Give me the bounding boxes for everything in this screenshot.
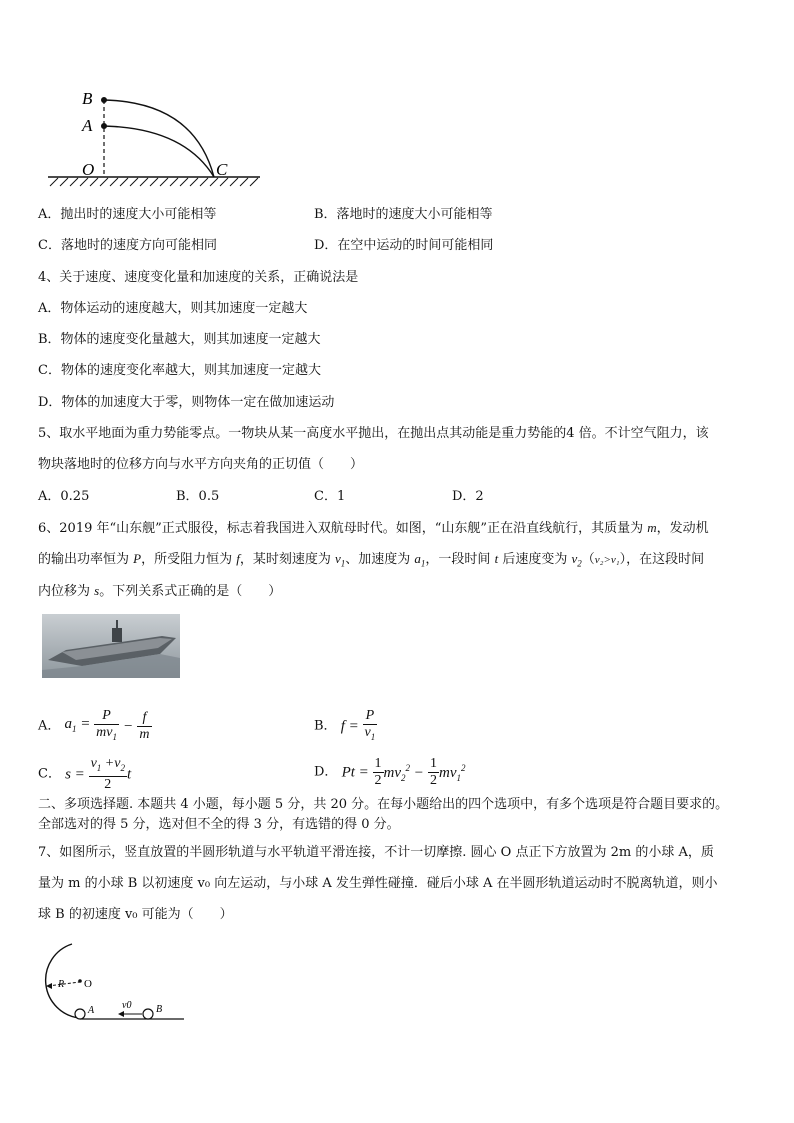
q4-stem: 4、关于速度、速度变化量和加速度的关系，正确说法是 bbox=[38, 270, 359, 285]
q5-line2: 物块落地时的位移方向与水平方向夹角的正切值（ ） bbox=[38, 457, 364, 472]
q5-line1: 5、取水平地面为重力势能零点。一物块从某一高度水平抛出，在抛出点其动能是重力势能的4 倍。不计空气阻力，该 bbox=[38, 426, 709, 441]
q6-option-b bbox=[314, 708, 377, 745]
q6-var-p: P bbox=[133, 551, 142, 566]
center-o-label: O bbox=[84, 978, 92, 990]
q6-var-t: t bbox=[494, 551, 499, 566]
q6-l2-text-h: ），在这段时间 bbox=[619, 552, 705, 567]
point-c-label: C bbox=[216, 160, 228, 179]
q6-l2-text-f: 后速度变为 bbox=[498, 552, 572, 567]
ball-b-label: B bbox=[156, 1004, 163, 1015]
ball-a-label: A bbox=[88, 1005, 95, 1016]
q6-l2-text-a: 的输出功率恒为 bbox=[38, 552, 134, 567]
q4-option-d: D．物体的加速度大于零，则物体一定在做加速运动 bbox=[38, 395, 335, 410]
section2-line1: 二、多项选择题. 本题共 4 小题，每小题 5 分，共 20 分。在每小题给出的四个选项中，有多个选项是符合题目要求的。 bbox=[38, 797, 729, 812]
q4-option-a: A．物体运动的速度越大，则其加速度一定越大 bbox=[38, 301, 308, 316]
q5-option-c: C．1 bbox=[314, 489, 346, 504]
q3-option-d: D．在空中运动的时间可能相同 bbox=[314, 238, 494, 253]
q6-line3 bbox=[38, 582, 281, 601]
q4-option-c: C．物体的速度变化率越大，则其加速度一定越大 bbox=[38, 363, 321, 378]
q6-l2-text-e: ，一段时间 bbox=[425, 552, 495, 567]
q6-option-c-label: C． bbox=[38, 766, 61, 782]
semicircle-track-figure bbox=[36, 938, 196, 1030]
q6-option-d-label: D． bbox=[314, 764, 338, 780]
formula-a: $a_1$ = bbox=[64, 715, 95, 734]
section2-line2: 全部选对的得 5 分，选对但不全的得 3 分，有选错的得 0 分。 bbox=[38, 817, 400, 832]
q6-option-b-label: B． bbox=[314, 718, 337, 734]
q7-line2: 量为 m 的小球 B 以初速度 v₀ 向左运动，与小球 A 发生弹性碰撞．碰后小球 A 在半圆形轨道运动时不脱离轨道，则小 bbox=[38, 876, 718, 891]
fraction-p-mv1: $\frac{P}{mv_1}$ bbox=[96, 708, 117, 742]
q6-v-compare: v₂>v₁ bbox=[594, 554, 620, 566]
q3-option-a: A．抛出时的速度大小可能相等 bbox=[38, 207, 217, 222]
fraction-f-m: $\frac{f}{m}$ bbox=[139, 709, 150, 742]
q5-option-d: D．2 bbox=[452, 489, 484, 504]
radius-label: R bbox=[58, 979, 65, 990]
fraction-v1-v2-over-2: $\frac{v_1 +v_2}{2}$ bbox=[90, 756, 125, 792]
q6-option-d bbox=[314, 756, 466, 789]
q6-var-m: m bbox=[647, 520, 657, 535]
q5-option-b: B．0.5 bbox=[176, 489, 220, 504]
q7-line3: 球 B 的初速度 v₀ 可能为（ ） bbox=[38, 907, 233, 922]
fraction-half-2: $\frac{1}{2}$ bbox=[430, 756, 438, 788]
point-b-label: B bbox=[82, 89, 93, 108]
q6-line1 bbox=[38, 519, 709, 538]
term-mv1-sq: $mv_1^2$ bbox=[439, 762, 466, 783]
q6-var-f: f bbox=[236, 551, 240, 566]
minus-sign: − bbox=[123, 718, 134, 735]
q4-option-b: B．物体的速度变化量越大，则其加速度一定越大 bbox=[38, 332, 321, 347]
q6-line2 bbox=[38, 550, 704, 573]
formula-b: f = bbox=[340, 718, 363, 735]
q6-l3-text-b: 。下列关系式正确的是（ ） bbox=[99, 584, 282, 599]
q6-var-v1: $v_1$ bbox=[335, 551, 346, 569]
q6-var-v2: $v_2$ bbox=[571, 551, 582, 569]
q6-l2-text-c: ，某时刻速度为 bbox=[239, 552, 335, 567]
q6-var-s: s bbox=[94, 583, 100, 598]
term-mv2-sq: $mv_2^2$ − bbox=[383, 762, 424, 783]
projectile-figure bbox=[44, 80, 266, 192]
q3-option-b: B．落地时的速度大小可能相等 bbox=[314, 207, 493, 222]
q6-option-a-label: A． bbox=[38, 718, 61, 734]
fraction-p-v1: $\frac{P}{v_1}$ bbox=[364, 708, 376, 742]
q6-var-a1: $a_1$ bbox=[414, 551, 426, 569]
fraction-half-1: $\frac{1}{2}$ bbox=[374, 756, 382, 788]
q5-option-a: A．0.25 bbox=[38, 489, 90, 504]
q6-l2-text-b: ，所受阻力恒为 bbox=[141, 552, 237, 567]
q6-l1-text-a: 6、2019 年“山东舰”正式服役，标志着我国进入双航母时代。如图，“山东舰”正在沿直线航行，其质量为 bbox=[38, 521, 648, 536]
q6-option-a bbox=[38, 708, 152, 745]
formula-d: Pt = bbox=[341, 764, 373, 781]
point-a-label: A bbox=[82, 116, 93, 135]
q6-l2-text-g: （ bbox=[581, 552, 595, 567]
velocity-v0-label: v0 bbox=[122, 1000, 132, 1011]
q7-line1: 7、如图所示，竖直放置的半圆形轨道与水平轨道平滑连接，不计一切摩擦. 圆心 O 点正下方放置为 2m 的小球 A，质 bbox=[38, 845, 714, 860]
aircraft-carrier-image bbox=[42, 614, 180, 678]
formula-c: s = bbox=[65, 766, 89, 783]
q3-option-c: C．落地时的速度方向可能相同 bbox=[38, 238, 217, 253]
q6-l1-text-b: ，发动机 bbox=[656, 521, 709, 536]
q6-l3-text-a: 内位移为 bbox=[38, 584, 95, 599]
q6-option-c bbox=[38, 756, 131, 793]
point-o-label: O bbox=[82, 160, 95, 179]
var-t: t bbox=[126, 766, 132, 783]
q6-l2-text-d: 、加速度为 bbox=[345, 552, 415, 567]
